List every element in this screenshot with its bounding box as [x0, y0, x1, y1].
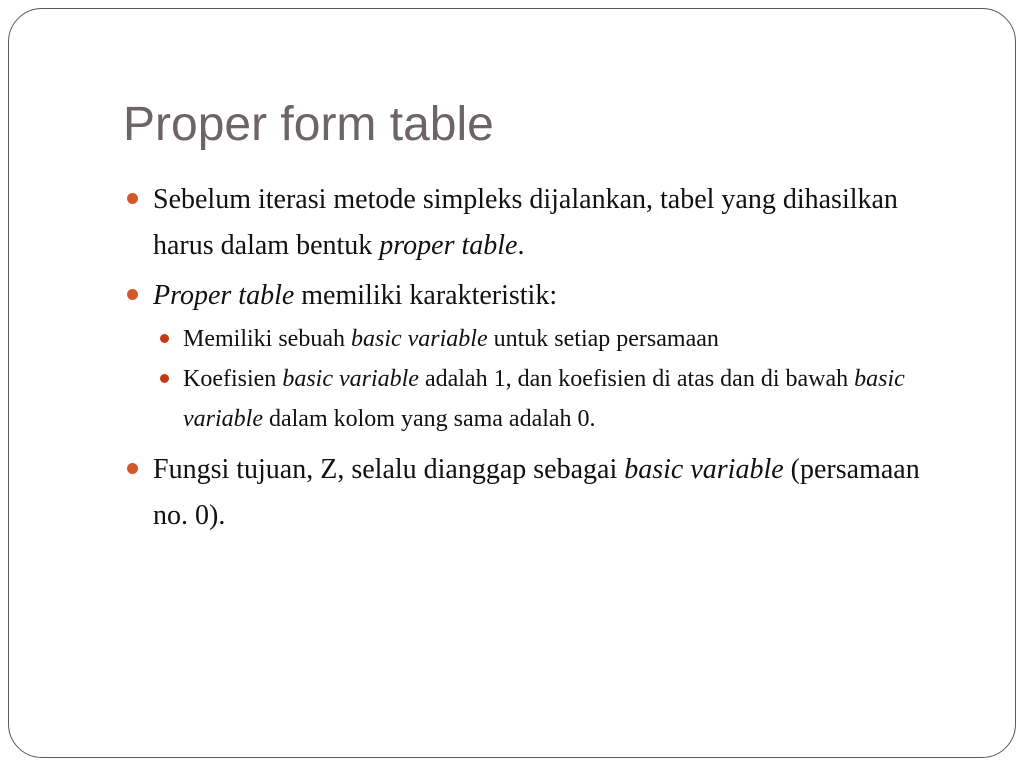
- bullet-3-end: (persamaan no. 0).: [153, 454, 920, 531]
- bullet-2-italic: Proper table: [153, 280, 295, 311]
- bullet-item-3: [127, 447, 927, 539]
- slide-title: Proper form table: [123, 98, 494, 151]
- sub-bullet-2-middle: adalah 1, dan koefisien di atas dan di bawah: [418, 366, 855, 392]
- sub-bullet-dot-icon: [160, 334, 169, 343]
- sub-bullet-2-end: dalam kolom yang sama adalah 0.: [262, 406, 596, 432]
- sub-bullet-1-italic: basic variable: [350, 326, 488, 352]
- bullet-3-italic: basic variable: [624, 454, 784, 485]
- sub-bullet-1-end: untuk setiap persamaan: [487, 326, 719, 352]
- bullet-dot-icon: [127, 463, 138, 474]
- slide-body: [127, 177, 927, 539]
- sub-bullet-item-2: [127, 359, 927, 439]
- sub-bullet-2-italic-1: basic variable: [282, 366, 419, 392]
- bullet-1-text: Sebelum iterasi metode simpleks dijalankan, tabel yang dihasilkan harus dalam bentuk: [153, 184, 898, 261]
- sub-bullet-dot-icon: [160, 374, 169, 383]
- bullet-1-italic: proper table: [379, 230, 518, 261]
- bullet-dot-icon: [127, 289, 138, 300]
- bullet-1-end: .: [517, 230, 525, 261]
- bullet-item-2: [127, 273, 927, 319]
- bullet-3-text: Fungsi tujuan, Z, selalu dianggap sebagai: [153, 454, 625, 485]
- sub-bullet-2-italic-2: basic variable: [183, 366, 905, 432]
- bullet-dot-icon: [127, 193, 138, 204]
- sub-bullet-1-text: Memiliki sebuah: [183, 326, 351, 352]
- bullet-item-1: [127, 177, 927, 269]
- sub-bullet-item-1: [127, 319, 927, 359]
- sub-bullet-2-text: Koefisien: [183, 366, 283, 392]
- bullet-2-text: memiliki karakteristik:: [294, 280, 558, 311]
- slide-frame: [8, 8, 1016, 758]
